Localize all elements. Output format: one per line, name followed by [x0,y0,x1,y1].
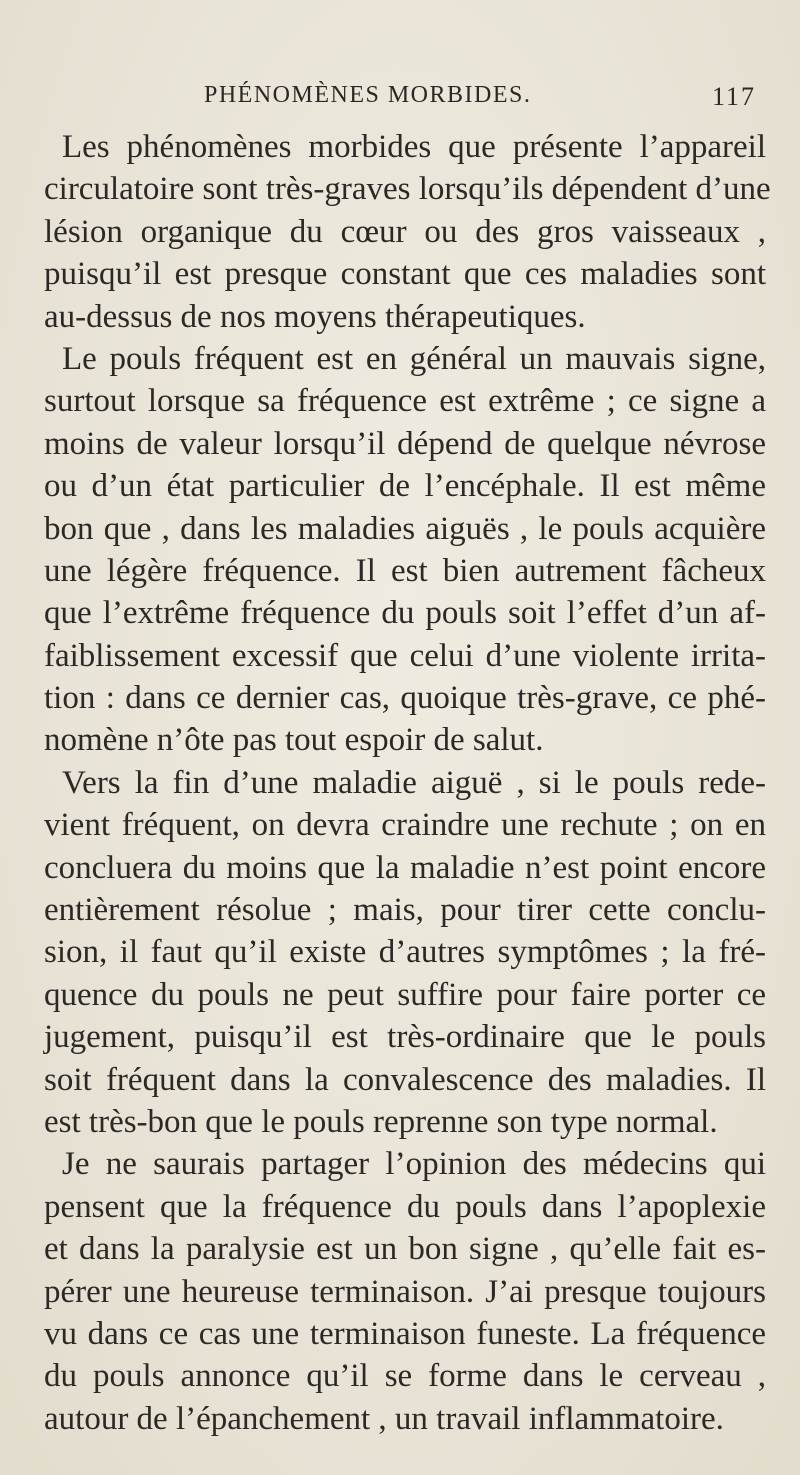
text-line: vient fréquent, on devra craindre une rechute ; on en [44,807,766,844]
text-line: que l’extrême fréquence du pouls soit l’effet d’un af- [44,595,766,632]
text-line: concluera du moins que la maladie n’est point encore [44,849,766,886]
text-line: du pouls annonce qu’il se forme dans le cerveau , [44,1358,766,1395]
text-line: surtout lorsque sa fréquence est extrême ; ce signe a [44,383,766,420]
text-line: est très-bon que le pouls reprenne son type normal. [44,1103,718,1140]
text-line: puisqu’il est presque constant que ces maladies sont [44,256,766,293]
text-line: lésion organique du cœur ou des gros vaisseaux , [44,213,766,250]
text-line: sion, il faut qu’il existe d’autres symptômes ; la fré- [44,934,766,971]
text-line: Le pouls fréquent est en général un mauvais signe, [62,340,766,377]
page-number: 117 [712,82,757,111]
text-line: faiblissement excessif que celui d’une violente irrita- [44,637,766,674]
text-line: au-dessus de nos moyens thérapeutiques. [44,298,586,335]
text-line: une légère fréquence. Il est bien autrement fâcheux [44,552,766,589]
text-line: tion : dans ce dernier cas, quoique très-grave, ce phé- [44,680,766,717]
text-line: autour de l’épanchement , un travail inflammatoire. [44,1400,724,1437]
text-line: et dans la paralysie est un bon signe , qu’elle fait es- [44,1231,766,1268]
text-line: soit fréquent dans la convalescence des maladies. Il [44,1061,766,1098]
running-title: PHÉNOMÈNES MORBIDES. [204,82,532,108]
text-line: entièrement résolue ; mais, pour tirer cette conclu- [44,892,766,929]
text-line: bon que , dans les maladies aiguës , le pouls acquière [44,510,766,547]
body-text [44,126,771,1440]
text-line: moins de valeur lorsqu’il dépend de quelque névrose [44,425,766,462]
text-line: nomène n’ôte pas tout espoir de salut. [44,722,544,759]
text-line: circulatoire sont très-graves lorsqu’ils dépendent d’une [44,171,771,208]
text-line: quence du pouls ne peut suffire pour faire porter ce [44,976,766,1013]
text-line: pensent que la fréquence du pouls dans l’apoplexie [44,1188,766,1225]
page-header [0,82,800,122]
text-line: ou d’un état particulier de l’encéphale. Il est même [44,468,766,505]
text-line: Vers la fin d’une maladie aiguë , si le pouls rede- [62,764,766,801]
text-line: jugement, puisqu’il est très-ordinaire que le pouls [44,1019,766,1056]
text-line: pérer une heureuse terminaison. J’ai presque toujours [44,1273,766,1310]
text-line: vu dans ce cas une terminaison funeste. La fréquence [44,1315,766,1352]
text-line: Je ne saurais partager l’opinion des médecins qui [62,1146,766,1183]
text-line: Les phénomènes morbides que présente l’appareil [62,129,766,165]
